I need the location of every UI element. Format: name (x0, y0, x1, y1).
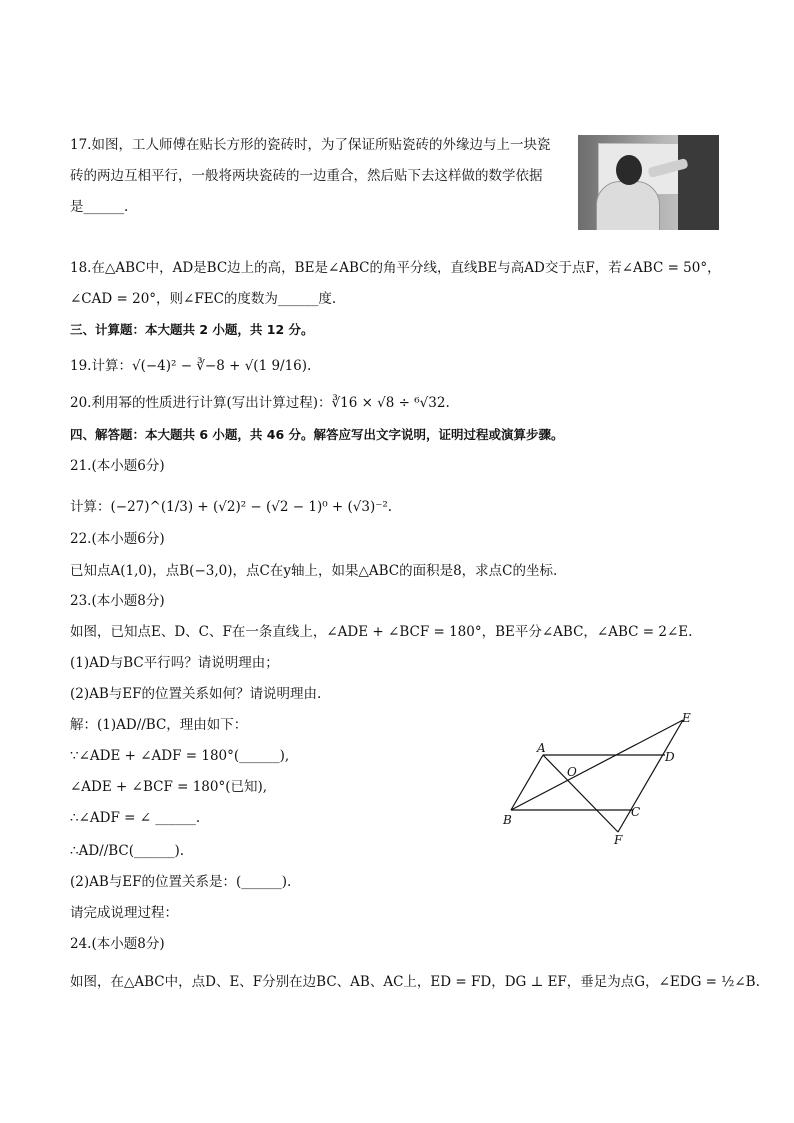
q23-solution-5: ∴AD//BC(______). (70, 843, 185, 859)
photo-dark-tile (678, 135, 719, 230)
q23-head: 23.(本小题8分) (70, 593, 165, 609)
q23-solution-7: 请完成说理过程： (70, 905, 178, 921)
label-A: A (537, 741, 546, 755)
section-3-heading: 三、计算题：本大题共 2 小题，共 12 分。 (70, 322, 314, 337)
label-E: E (682, 711, 691, 725)
q23-solution-3: ∠ADE + ∠BCF = 180°(已知), (70, 779, 268, 795)
q24-head: 24.(本小题8分) (70, 936, 165, 952)
q22-head: 22.(本小题6分) (70, 531, 165, 547)
q21-body: 计算：(−27)^(1/3) + (√2)² − (√2 − 1)⁰ + (√3)⁻². (70, 499, 393, 515)
label-B: B (503, 813, 512, 827)
q18-line1: 18.在△ABC中，AD是BC边上的高，BE是∠ABC的角平分线，直线BE与高AD交于点F，若∠ABC = 50°， (70, 260, 721, 276)
q23-solution-1: 解：(1)AD//BC，理由如下： (70, 717, 248, 733)
label-F: F (614, 833, 623, 847)
label-D: D (665, 750, 675, 764)
tiling-worker-photo (578, 135, 719, 230)
section-4-heading: 四、解答题：本大题共 6 小题，共 46 分。解答应写出文字说明，证明过程或演算步骤。 (70, 427, 564, 442)
segment-AF (543, 755, 618, 832)
q23-solution-6: (2)AB与EF的位置关系是：(______). (70, 874, 292, 890)
photo-person-body (596, 181, 660, 230)
q23-body: 如图，已知点E、D、C、F在一条直线上，∠ADE + ∠BCF = 180°，BE平分∠ABC，∠ABC = 2∠E. (70, 624, 693, 640)
q24-body: 如图，在△ABC中，点D、E、F分别在边BC、AB、AC上，ED = FD，DG ⊥ EF，垂足为点G，∠EDG = ½∠B. (70, 974, 760, 990)
label-C: C (631, 805, 641, 819)
q18-line2: ∠CAD = 20°，则∠FEC的度数为______度. (70, 291, 337, 307)
q17-line1: 17.如图，工人师傅在贴长方形的瓷砖时，为了保证所贴瓷砖的外缘边与上一块瓷 (70, 137, 551, 153)
q17-line3: 是______. (70, 199, 129, 215)
q20: 20.利用幂的性质进行计算(写出计算过程)：∛16 × √8 ÷ ⁶√32. (70, 395, 450, 411)
q19: 19.计算：√(−4)² − ∛−8 + √(1 9/16). (70, 358, 312, 374)
q23-part2: (2)AB与EF的位置关系如何？请说明理由. (70, 686, 322, 702)
q22-body: 已知点A(1,0)，点B(−3,0)，点C在y轴上，如果△ABC的面积是8，求点C的坐标. (70, 563, 558, 579)
photo-person-head (616, 155, 642, 185)
q21-head: 21.(本小题6分) (70, 458, 165, 474)
q23-part1: (1)AD与BC平行吗？请说明理由； (70, 655, 279, 671)
q17-line2: 砖的两边互相平行，一般将两块瓷砖的一边重合，然后贴下去这样做的数学依据 (70, 168, 543, 184)
label-O: O (567, 765, 577, 779)
q23-geometry-figure (495, 710, 705, 850)
q23-solution-2: ∵∠ADE + ∠ADF = 180°(______), (70, 748, 290, 764)
q23-solution-4: ∴∠ADF = ∠ ______. (70, 810, 201, 826)
